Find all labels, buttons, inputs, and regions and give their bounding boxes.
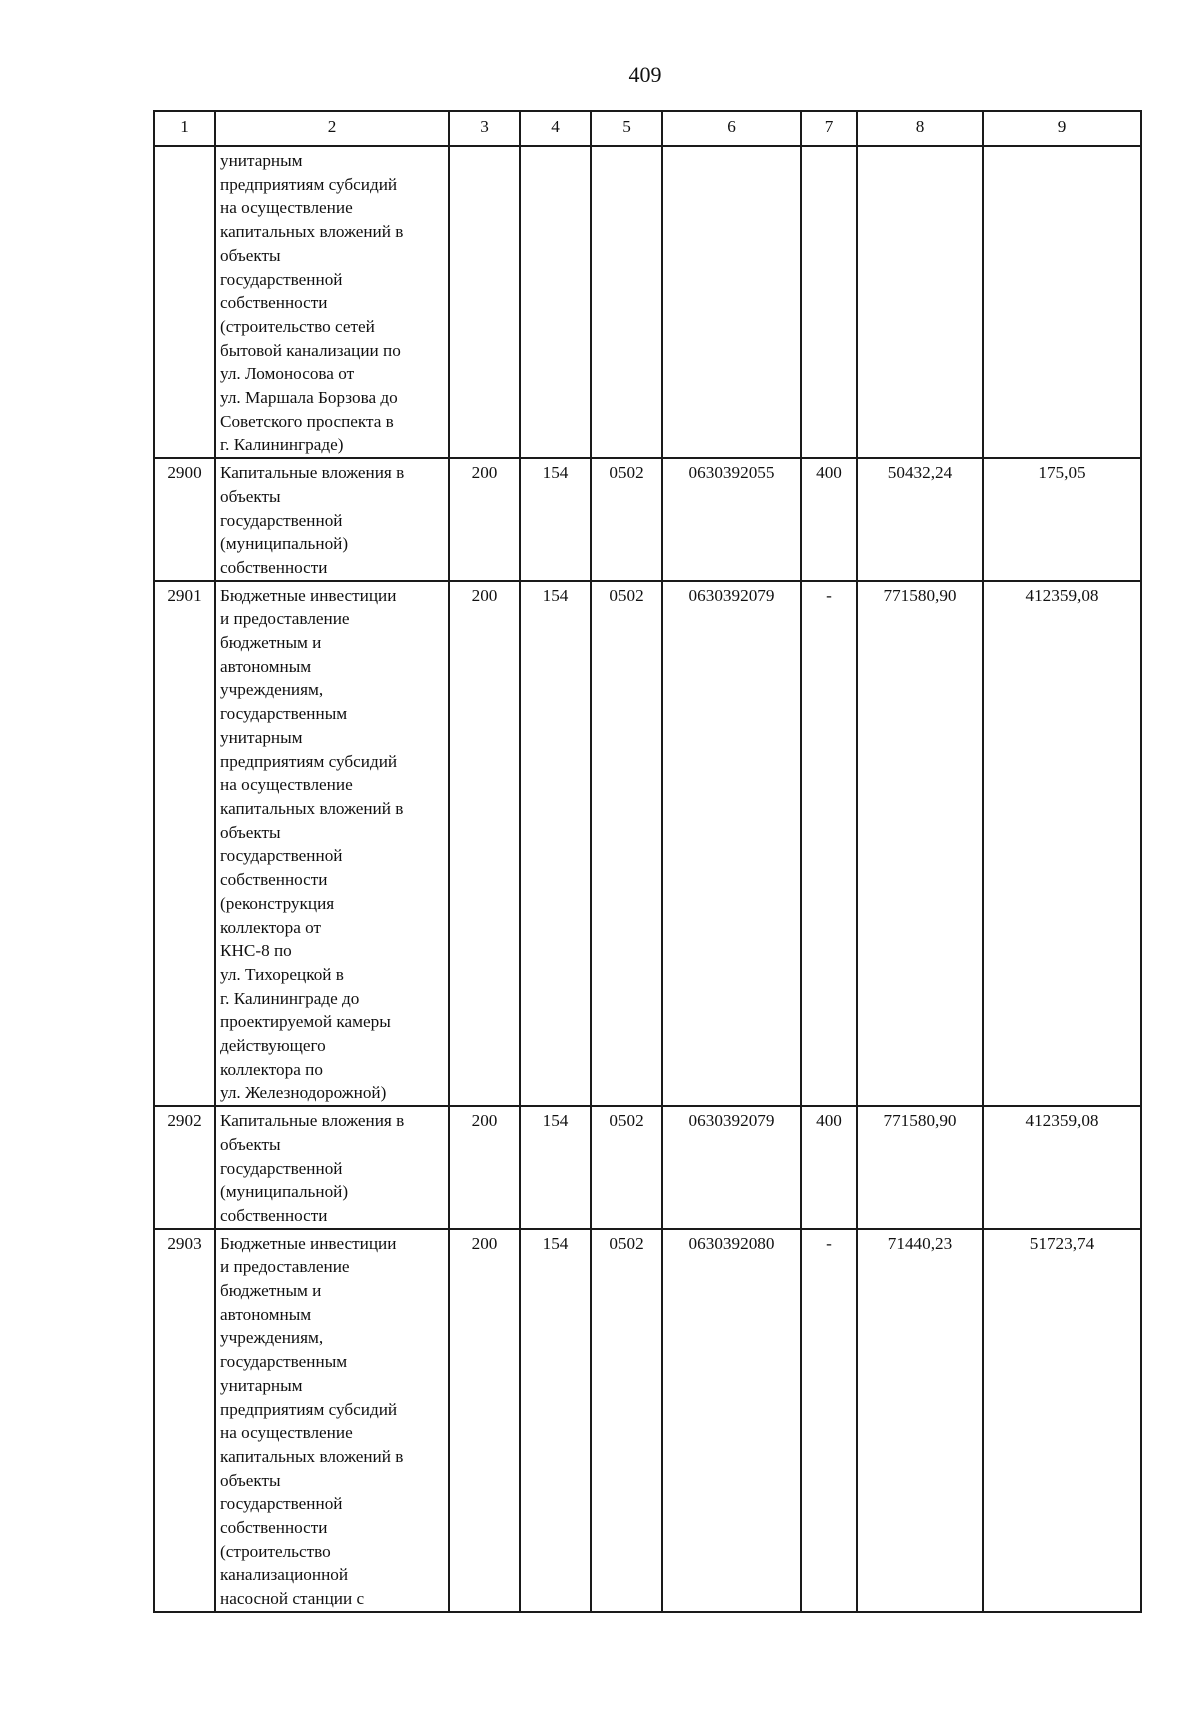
row-col8: 771580,90 (857, 1106, 983, 1229)
row-col5: 0502 (591, 458, 662, 581)
column-header-5: 5 (591, 111, 662, 146)
column-header-6: 6 (662, 111, 801, 146)
row-description: Капитальные вложения в объекты государственной (муниципальной) собственности (215, 1106, 449, 1229)
table-row (154, 581, 1141, 1106)
column-header-1: 1 (154, 111, 215, 146)
table-row (154, 1229, 1141, 1612)
column-header-3: 3 (449, 111, 520, 146)
row-col9: 51723,74 (983, 1229, 1141, 1612)
row-col3: 200 (449, 1229, 520, 1612)
row-col8: 71440,23 (857, 1229, 983, 1612)
row-col7 (801, 146, 857, 458)
row-col7: 400 (801, 458, 857, 581)
row-col7: - (801, 581, 857, 1106)
row-col7: - (801, 1229, 857, 1612)
row-col3: 200 (449, 458, 520, 581)
row-col9 (983, 146, 1141, 458)
row-col9: 412359,08 (983, 1106, 1141, 1229)
column-header-8: 8 (857, 111, 983, 146)
row-col7: 400 (801, 1106, 857, 1229)
row-description: Бюджетные инвестиции и предоставление бюджетным и автономным учреждениям, государственным унитарным предприятиям субсидий на осуществление капитальных вложений в объекты государственной собственности (строительство канализационной насосной станции с (215, 1229, 449, 1612)
column-header-4: 4 (520, 111, 591, 146)
row-col8: 50432,24 (857, 458, 983, 581)
column-header-9: 9 (983, 111, 1141, 146)
row-col5: 0502 (591, 1229, 662, 1612)
column-header-7: 7 (801, 111, 857, 146)
row-number: 2902 (154, 1106, 215, 1229)
row-col6 (662, 146, 801, 458)
table-row (154, 1106, 1141, 1229)
page-number: 409 (628, 62, 662, 87)
row-col9: 412359,08 (983, 581, 1141, 1106)
row-col4 (520, 146, 591, 458)
column-header-2: 2 (215, 111, 449, 146)
row-number: 2900 (154, 458, 215, 581)
header-row (154, 111, 1141, 146)
row-col6: 0630392079 (662, 1106, 801, 1229)
row-col5 (591, 146, 662, 458)
row-col6: 0630392079 (662, 581, 801, 1106)
row-col9: 175,05 (983, 458, 1141, 581)
row-col4: 154 (520, 581, 591, 1106)
row-col8 (857, 146, 983, 458)
row-col4: 154 (520, 1106, 591, 1229)
row-col5: 0502 (591, 581, 662, 1106)
row-description: унитарным предприятиям субсидий на осуществление капитальных вложений в объекты государственной собственности (строительство сетей бытовой канализации по ул. Ломоносова от ул. Маршала Борзова до Советского проспекта в г. Калининграде) (215, 146, 449, 458)
row-description: Бюджетные инвестиции и предоставление бюджетным и автономным учреждениям, государственным унитарным предприятиям субсидий на осуществление капитальных вложений в объекты государственной собственности (реконструкция коллектора от КНС-8 по ул. Тихорецкой в г. Калининграде до проектируемой камеры действующего коллектора по ул. Железнодорожной) (215, 581, 449, 1106)
row-col3: 200 (449, 581, 520, 1106)
row-col4: 154 (520, 1229, 591, 1612)
row-description: Капитальные вложения в объекты государственной (муниципальной) собственности (215, 458, 449, 581)
budget-table (153, 110, 1142, 1613)
row-col5: 0502 (591, 1106, 662, 1229)
row-number (154, 146, 215, 458)
table-row (154, 146, 1141, 458)
row-col3 (449, 146, 520, 458)
row-number: 2901 (154, 581, 215, 1106)
row-col3: 200 (449, 1106, 520, 1229)
row-col6: 0630392080 (662, 1229, 801, 1612)
row-col4: 154 (520, 458, 591, 581)
row-col8: 771580,90 (857, 581, 983, 1106)
row-number: 2903 (154, 1229, 215, 1612)
table-row (154, 458, 1141, 581)
row-col6: 0630392055 (662, 458, 801, 581)
